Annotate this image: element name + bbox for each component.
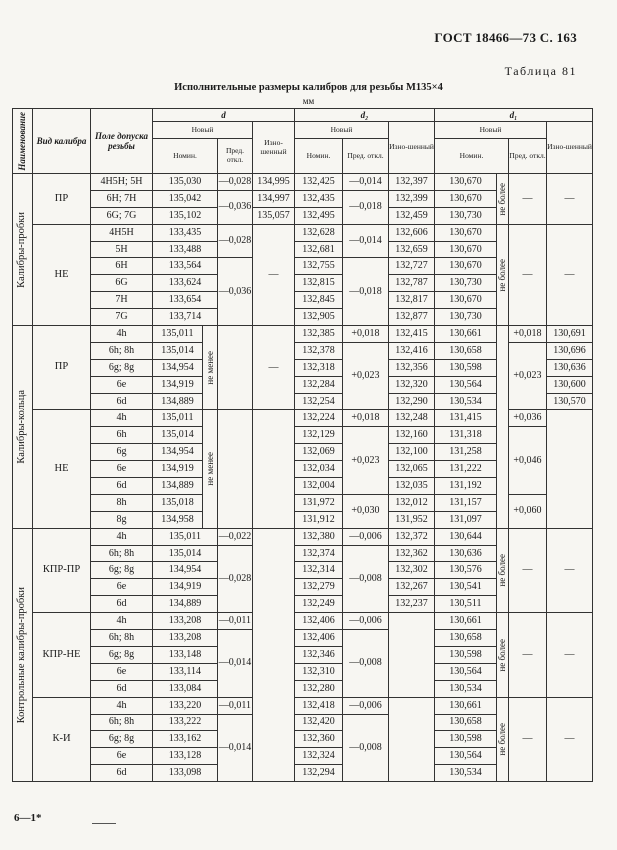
d-deviation: —0,028: [218, 224, 253, 258]
d2-nominal: 132,310: [295, 663, 343, 680]
d1-nominal: 130,658: [435, 630, 497, 647]
d2-worn: 132,237: [389, 596, 435, 613]
d-deviation: —0,022: [218, 528, 253, 545]
head-nominal: Номин.: [435, 139, 509, 174]
d-nominal: 134,889: [153, 478, 203, 495]
d-worn: 134,997: [253, 190, 295, 207]
d-nominal: 135,042: [153, 190, 218, 207]
d-nominal: 133,654: [153, 292, 218, 309]
d2-deviation: +0,018: [343, 326, 389, 343]
tolerance-field: 6e: [91, 461, 153, 478]
d-nominal: 135,011: [153, 528, 218, 545]
d1-nominal: 130,511: [435, 596, 497, 613]
d2-nominal: 132,249: [295, 596, 343, 613]
d-nominal: 133,624: [153, 275, 218, 292]
d1-nominal: 130,670: [435, 241, 497, 258]
d1-nominal: 131,157: [435, 494, 497, 511]
group-label: Калибры-пробки: [13, 174, 33, 326]
d-nominal: 133,220: [153, 697, 218, 714]
d-nominal: 134,919: [153, 579, 218, 596]
head-worn: Изно-шенный: [547, 122, 593, 174]
d1-nominal: 131,318: [435, 427, 497, 444]
d2-nominal: 132,224: [295, 410, 343, 427]
d2-nominal: 132,374: [295, 545, 343, 562]
d-nominal: 135,014: [153, 342, 203, 359]
d2-nominal: 132,284: [295, 376, 343, 393]
d2-nominal: 132,314: [295, 562, 343, 579]
tolerance-field: 6G; 7G: [91, 207, 153, 224]
d1-deviation: +0,023: [509, 342, 547, 410]
d1-worn: 130,691: [547, 326, 593, 343]
d2-nominal: 132,318: [295, 359, 343, 376]
d-nominal: 135,030: [153, 174, 218, 191]
d2-nominal: 132,815: [295, 275, 343, 292]
table-number: Таблица 81: [504, 64, 577, 78]
d2-deviation: +0,023: [343, 427, 389, 495]
d2-deviation: +0,030: [343, 494, 389, 528]
d1-nominal: 130,564: [435, 663, 497, 680]
d1-nominal: 130,576: [435, 562, 497, 579]
d-nominal: 134,958: [153, 511, 203, 528]
d1-worn: 130,600: [547, 376, 593, 393]
d1-worn: —: [547, 528, 593, 612]
d2-nominal: 132,406: [295, 630, 343, 647]
d1-worn: 130,570: [547, 393, 593, 410]
table-row: [13, 224, 593, 241]
d2-deviation: —0,008: [343, 545, 389, 613]
gauge-type: ПР: [33, 174, 91, 225]
tolerance-field: 6h; 8h: [91, 714, 153, 731]
tolerance-field: 6g: [91, 444, 153, 461]
d1-max-note: не более: [497, 224, 509, 325]
gauge-type: ПР: [33, 326, 91, 410]
d1-nominal: 130,598: [435, 646, 497, 663]
d1-worn: —: [547, 224, 593, 325]
d2-worn: [389, 697, 435, 781]
d1-nominal: 130,564: [435, 376, 497, 393]
tolerance-field: 6h; 8h: [91, 630, 153, 647]
d-min-note: не менее: [203, 326, 218, 410]
d2-deviation: —0,018: [343, 190, 389, 224]
tolerance-field: 6g; 8g: [91, 359, 153, 376]
head-worn: Изно-шенный: [253, 122, 295, 174]
d-nominal: 133,128: [153, 748, 218, 765]
d2-deviation: —0,014: [343, 224, 389, 258]
tolerance-field: 4h: [91, 528, 153, 545]
d1-nominal: 130,658: [435, 342, 497, 359]
d2-nominal: 132,034: [295, 461, 343, 478]
tolerance-field: 6d: [91, 596, 153, 613]
d-worn: [253, 410, 295, 528]
col-head-field: Поле допуска резьбы: [91, 109, 153, 174]
d1-deviation: +0,060: [509, 494, 547, 528]
d2-nominal: 132,129: [295, 427, 343, 444]
d-nominal: 135,102: [153, 207, 218, 224]
d2-worn: 132,727: [389, 258, 435, 275]
footer-rule: [92, 823, 116, 824]
d-nominal: 133,208: [153, 630, 218, 647]
d-nominal: 133,564: [153, 258, 218, 275]
d2-deviation: +0,023: [343, 342, 389, 410]
d1-nominal: 130,670: [435, 224, 497, 241]
d-nominal: 135,018: [153, 494, 203, 511]
d1-nominal: 130,534: [435, 765, 497, 782]
d-deviation: —0,028: [218, 174, 253, 191]
d1-deviation: +0,018: [509, 326, 547, 343]
d2-deviation: —0,006: [343, 613, 389, 630]
d2-deviation: —0,006: [343, 528, 389, 545]
d2-worn: 132,160: [389, 427, 435, 444]
d-nominal: 134,919: [153, 376, 203, 393]
d1-nominal: 131,222: [435, 461, 497, 478]
d-nominal: 133,148: [153, 646, 218, 663]
tolerance-field: 6h; 8h: [91, 545, 153, 562]
d2-worn: 132,787: [389, 275, 435, 292]
d1-nominal: 130,661: [435, 613, 497, 630]
head-deviation: Пред. откл.: [509, 139, 547, 174]
head-new: Новый: [435, 122, 547, 139]
tolerance-field: 6d: [91, 393, 153, 410]
d-nominal: 134,919: [153, 461, 203, 478]
d-deviation: —0,014: [218, 714, 253, 782]
gauge-type: НЕ: [33, 410, 91, 528]
tolerance-field: 6G: [91, 275, 153, 292]
d-deviation: —0,036: [218, 258, 253, 326]
d2-worn: 132,659: [389, 241, 435, 258]
d1-nominal: 130,598: [435, 359, 497, 376]
d2-nominal: 132,069: [295, 444, 343, 461]
d2-nominal: 132,406: [295, 613, 343, 630]
d2-worn: 132,372: [389, 528, 435, 545]
d1-nominal: 131,192: [435, 478, 497, 495]
group-label: Калибры-кольца: [13, 326, 33, 529]
tolerance-field: 6d: [91, 478, 153, 495]
table-body: [13, 174, 593, 782]
d1-worn: —: [547, 613, 593, 697]
d2-nominal: 132,845: [295, 292, 343, 309]
tolerance-field: 6e: [91, 748, 153, 765]
d2-nominal: 132,294: [295, 765, 343, 782]
gauge-type: КПР-ПР: [33, 528, 91, 612]
head-deviation: Пред. откл.: [218, 139, 253, 174]
d1-nominal: 130,730: [435, 207, 497, 224]
d1-deviation: +0,036: [509, 410, 547, 427]
head-new: Новый: [295, 122, 389, 139]
tolerance-field: 4h: [91, 613, 153, 630]
d1-nominal: 130,636: [435, 545, 497, 562]
d2-worn: [389, 613, 435, 697]
d2-nominal: 132,628: [295, 224, 343, 241]
d1-max-note: не более: [497, 528, 509, 612]
tolerance-field: 4H5H; 5H: [91, 174, 153, 191]
tolerance-field: 4h: [91, 697, 153, 714]
d2-nominal: 132,425: [295, 174, 343, 191]
d-nominal: 133,435: [153, 224, 218, 241]
head-nominal: Номин.: [295, 139, 343, 174]
d-nominal: 135,014: [153, 545, 218, 562]
head-new: Новый: [153, 122, 253, 139]
d-nominal: 135,014: [153, 427, 203, 444]
d1-nominal: 130,598: [435, 731, 497, 748]
d-worn: 135,057: [253, 207, 295, 224]
d1-worn: 130,696: [547, 342, 593, 359]
d-nominal: 134,889: [153, 393, 203, 410]
d2-worn: 132,606: [389, 224, 435, 241]
d1-nominal: 130,730: [435, 309, 497, 326]
d-worn: 134,995: [253, 174, 295, 191]
d-nominal: 133,208: [153, 613, 218, 630]
d1-nominal: 130,661: [435, 697, 497, 714]
d1-worn: —: [547, 697, 593, 781]
d1-nominal: 130,670: [435, 190, 497, 207]
d1-nominal: 130,534: [435, 680, 497, 697]
d2-worn: 132,877: [389, 309, 435, 326]
d2-worn: 132,415: [389, 326, 435, 343]
d2-worn: 132,248: [389, 410, 435, 427]
d-worn: [253, 528, 295, 781]
tolerance-field: 6g; 8g: [91, 731, 153, 748]
d2-deviation: —0,014: [343, 174, 389, 191]
d2-worn: 132,035: [389, 478, 435, 495]
d1-nominal: 130,670: [435, 258, 497, 275]
tolerance-field: 8h: [91, 494, 153, 511]
d2-worn: 132,320: [389, 376, 435, 393]
d1-nominal: 130,661: [435, 326, 497, 343]
d2-nominal: 132,279: [295, 579, 343, 596]
d2-nominal: 132,495: [295, 207, 343, 224]
d1-nominal: 130,644: [435, 528, 497, 545]
d2-nominal: 132,755: [295, 258, 343, 275]
d1-worn: [547, 410, 593, 528]
d1-nominal: 130,670: [435, 174, 497, 191]
d2-deviation: —0,018: [343, 258, 389, 326]
d2-nominal: 131,972: [295, 494, 343, 511]
d-worn: —: [253, 326, 295, 410]
d1-max-note: не более: [497, 613, 509, 697]
d1-deviation: +0,046: [509, 427, 547, 495]
d-nominal: 135,011: [153, 326, 203, 343]
d2-nominal: 132,004: [295, 478, 343, 495]
d-nominal: 134,954: [153, 359, 203, 376]
d-nominal: 134,954: [153, 444, 203, 461]
d1-worn: 130,636: [547, 359, 593, 376]
tolerance-field: 6h; 8h: [91, 342, 153, 359]
d-nominal: 134,954: [153, 562, 218, 579]
d2-nominal: 132,905: [295, 309, 343, 326]
head-nominal: Номин.: [153, 139, 218, 174]
col-head-d2: d₂: [295, 109, 435, 122]
d1-max-note: не более: [497, 697, 509, 781]
d2-nominal: 132,280: [295, 680, 343, 697]
table-unit: мм: [302, 96, 315, 106]
d2-worn: 132,302: [389, 562, 435, 579]
tolerance-field: 4H5H: [91, 224, 153, 241]
d2-nominal: 131,912: [295, 511, 343, 528]
d-deviation: [218, 326, 253, 410]
d2-deviation: —0,006: [343, 697, 389, 714]
col-head-d: d: [153, 109, 295, 122]
table-title: Исполнительные размеры калибров для резьбы M135×4: [174, 82, 443, 93]
tolerance-field: 4h: [91, 410, 153, 427]
col-head-d1: d₁: [435, 109, 593, 122]
d2-nominal: 132,324: [295, 748, 343, 765]
d2-deviation: —0,008: [343, 714, 389, 782]
d2-nominal: 132,360: [295, 731, 343, 748]
d2-worn: 132,356: [389, 359, 435, 376]
d-min-note: не менее: [203, 410, 218, 528]
d2-nominal: 132,385: [295, 326, 343, 343]
d2-worn: 132,012: [389, 494, 435, 511]
d2-worn: 132,065: [389, 461, 435, 478]
tolerance-field: 6H; 7H: [91, 190, 153, 207]
table-row: [13, 174, 593, 191]
gauge-type: К-И: [33, 697, 91, 781]
tolerance-field: 7H: [91, 292, 153, 309]
d2-nominal: 132,435: [295, 190, 343, 207]
tolerance-field: 6e: [91, 663, 153, 680]
d-deviation: —0,028: [218, 545, 253, 613]
d-deviation: —0,011: [218, 613, 253, 630]
d2-nominal: 132,378: [295, 342, 343, 359]
tolerance-field: 6d: [91, 680, 153, 697]
d2-nominal: 132,420: [295, 714, 343, 731]
d2-nominal: 132,418: [295, 697, 343, 714]
d1-nominal: 130,541: [435, 579, 497, 596]
d-deviation: —0,014: [218, 630, 253, 698]
tolerance-field: 4h: [91, 326, 153, 343]
head-deviation: Пред. откл.: [343, 139, 389, 174]
tolerance-field: 6h: [91, 427, 153, 444]
d2-nominal: 132,346: [295, 646, 343, 663]
d-nominal: 133,714: [153, 309, 218, 326]
d1-nominal: 131,097: [435, 511, 497, 528]
d-deviation: —0,011: [218, 697, 253, 714]
gauge-type: КПР-НЕ: [33, 613, 91, 697]
d-nominal: 133,488: [153, 241, 218, 258]
tolerance-field: 8g: [91, 511, 153, 528]
gauge-dimensions-table: [12, 108, 593, 782]
tolerance-field: 6d: [91, 765, 153, 782]
d1-nominal: 130,730: [435, 275, 497, 292]
d1-deviation: —: [509, 174, 547, 225]
tolerance-field: 6e: [91, 376, 153, 393]
gauge-type: НЕ: [33, 224, 91, 325]
d2-deviation: —0,008: [343, 630, 389, 698]
tolerance-field: 6H: [91, 258, 153, 275]
col-head-type: Вид калибра: [33, 109, 91, 174]
group-label: Контрольные калибры-пробки: [13, 528, 33, 781]
d1-nominal: 130,564: [435, 748, 497, 765]
d1-max-note: не более: [497, 174, 509, 225]
d2-worn: 132,267: [389, 579, 435, 596]
d2-deviation: +0,018: [343, 410, 389, 427]
d1-nominal: 130,670: [435, 292, 497, 309]
d-deviation: [218, 410, 253, 528]
d1-nominal: 131,415: [435, 410, 497, 427]
d-nominal: 134,889: [153, 596, 218, 613]
tolerance-field: 7G: [91, 309, 153, 326]
d-nominal: 133,084: [153, 680, 218, 697]
d-nominal: 133,162: [153, 731, 218, 748]
d-nominal: 133,222: [153, 714, 218, 731]
table-row: [13, 528, 593, 545]
d2-worn: 132,397: [389, 174, 435, 191]
d2-nominal: 132,254: [295, 393, 343, 410]
d-nominal: 133,114: [153, 663, 218, 680]
d1-nominal: 130,658: [435, 714, 497, 731]
d1-deviation: —: [509, 224, 547, 325]
tolerance-field: 6e: [91, 579, 153, 596]
tolerance-field: 5H: [91, 241, 153, 258]
d-worn: —: [253, 224, 295, 325]
table-row: [13, 613, 593, 630]
d2-worn: 132,459: [389, 207, 435, 224]
d2-worn: 131,952: [389, 511, 435, 528]
d-deviation: —0,036: [218, 190, 253, 224]
d1-deviation: —: [509, 528, 547, 612]
d1-deviation: —: [509, 697, 547, 781]
table-row: [13, 326, 593, 343]
page-footer: 6—1*: [14, 812, 42, 824]
d1-nominal: 130,534: [435, 393, 497, 410]
d2-nominal: 132,380: [295, 528, 343, 545]
d1-deviation: —: [509, 613, 547, 697]
d2-worn: 132,362: [389, 545, 435, 562]
d-nominal: 133,098: [153, 765, 218, 782]
d2-worn: 132,100: [389, 444, 435, 461]
document-header: ГОСТ 18466—73 С. 163: [434, 30, 577, 45]
d1-nominal: 131,258: [435, 444, 497, 461]
tolerance-field: 6g; 8g: [91, 646, 153, 663]
d2-worn: 132,416: [389, 342, 435, 359]
head-worn: Изно-шенный: [389, 122, 435, 174]
tolerance-field: 6g; 8g: [91, 562, 153, 579]
col-head-name: Наименование: [13, 109, 33, 174]
d-nominal: 135,011: [153, 410, 203, 427]
d1-max-note: [497, 326, 509, 529]
d1-worn: —: [547, 174, 593, 225]
table-row: [13, 697, 593, 714]
d2-worn: 132,290: [389, 393, 435, 410]
d2-worn: 132,399: [389, 190, 435, 207]
d2-nominal: 132,681: [295, 241, 343, 258]
d2-worn: 132,817: [389, 292, 435, 309]
